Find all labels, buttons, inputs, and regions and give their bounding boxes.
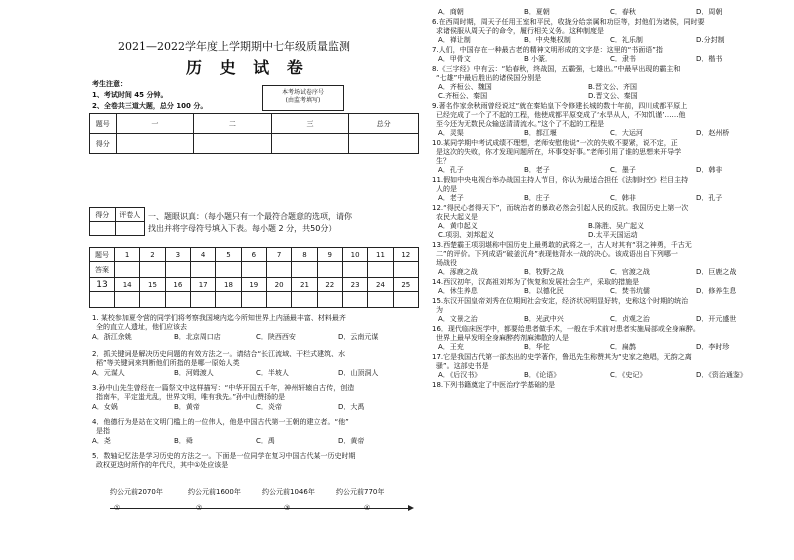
answer-option[interactable]: D．黄帝	[338, 437, 365, 445]
option-row	[432, 83, 782, 92]
timeline-label: 约公元前770年	[336, 488, 385, 496]
question-text: 世界上最早发明全身麻醉药剂麻沸散的人是	[436, 334, 569, 342]
option-row	[432, 222, 782, 231]
score-table	[89, 113, 419, 154]
answer-option[interactable]: A．女娲	[92, 403, 118, 411]
answer-input-cell[interactable]	[317, 262, 342, 278]
option-row	[432, 36, 782, 45]
question-text: 10.某同学期中考试成绩不理想，老师安慰他说“一次的失败不要紧，说不定，正	[432, 139, 678, 147]
answer-input-cell[interactable]	[342, 262, 367, 278]
timeline-label: 约公元前1046年	[262, 488, 315, 496]
answer-option[interactable]: A．休生养息	[438, 287, 478, 295]
answer-grid-number-row-2	[90, 278, 419, 292]
question-number-cell: 5	[216, 248, 241, 262]
question-text: 13.西楚霸王项羽堪称中国历史上最勇敢的武将之一，古人对其有“羽之神勇，千古无	[432, 241, 692, 249]
question-number-cell: 4	[190, 248, 215, 262]
answer-input-cell[interactable]	[90, 292, 115, 308]
question-item	[432, 278, 782, 296]
question-number-cell: 12	[393, 248, 418, 262]
question-number-cell: 22	[317, 278, 342, 292]
answer-option[interactable]: B．黄帝	[174, 403, 200, 411]
answer-option[interactable]: A．尧	[92, 437, 111, 445]
answer-option[interactable]: D．赵州桥	[696, 129, 730, 137]
question-item	[92, 452, 422, 470]
answer-grid-answer-row-2	[90, 292, 419, 308]
question-text: 8.《三字经》中有云：“始春秋，终战国，五霸强，七雄出。”中最早出现的霸主和	[432, 65, 681, 73]
question-text: 二”的评价。下列成语“破釜沉舟”表现他背水一战的决心。该成语出自下列哪一	[436, 250, 678, 258]
answer-option[interactable]: B．华佗	[524, 343, 550, 351]
answer-option[interactable]: A．文景之治	[438, 315, 478, 323]
answer-option[interactable]: A．商朝	[438, 8, 464, 16]
answer-option[interactable]: B．牧野之战	[524, 268, 564, 276]
notice-heading: 考生注意：	[92, 80, 127, 88]
seat-number-box	[262, 85, 344, 111]
question-number-cell: 2	[140, 248, 165, 262]
answer-option[interactable]: C．春秋	[610, 8, 636, 16]
section1-instruction-1: 一、题眼识真：（每小题只有一个最符合题意的选项，请你	[148, 212, 352, 221]
section1-instruction-2: 找出并将字母符号填入下表。每小题 2 分，共50分）	[148, 224, 337, 233]
answer-option[interactable]: C.齐桓公、秦国	[438, 92, 488, 100]
answer-option[interactable]: C．半坡人	[256, 369, 289, 377]
timeline-label: 约公元前2070年	[110, 488, 163, 496]
answer-input-cell[interactable]	[393, 262, 418, 278]
answer-input-cell[interactable]	[292, 292, 317, 308]
question-number-cell: 7	[266, 248, 291, 262]
answer-option[interactable]: A．《后汉书》	[438, 371, 482, 379]
answer-input-cell[interactable]	[368, 262, 393, 278]
answer-option[interactable]: B．北京周口店	[174, 333, 221, 341]
question-item	[432, 46, 782, 64]
question-text: 1. 某校参加夏令营的同学们将考察我国境内迄今所知世界上内涵最丰富、材料最齐	[92, 314, 346, 322]
answer-option[interactable]: C．禹	[256, 437, 275, 445]
answer-input-cell[interactable]	[190, 292, 215, 308]
question-text: 稻”等关键词来判断他们所指的是哪一原始人类	[96, 359, 240, 367]
answer-option[interactable]: A．浙江余姚	[92, 333, 132, 341]
question-item	[432, 297, 782, 324]
question-item	[432, 18, 782, 45]
answer-option[interactable]: C．焚书坑儒	[610, 287, 650, 295]
option-row	[432, 55, 782, 64]
answer-option[interactable]: A．老子	[438, 194, 464, 202]
option-row	[92, 333, 422, 342]
grader-score-cell[interactable]	[90, 222, 116, 236]
answer-option[interactable]: D．开元盛世	[696, 315, 737, 323]
question-text: 是这次的失败，你才发现问题所在，坏事变好事。”老师引用了谁的思想来开导学	[436, 148, 682, 156]
grader-name-cell[interactable]	[115, 222, 144, 236]
question-item	[92, 314, 422, 342]
seat-box-line-2: (由监考填写)	[285, 97, 321, 104]
answer-option[interactable]: B．舜	[174, 437, 193, 445]
answer-option[interactable]: D．山顶洞人	[338, 369, 379, 377]
answer-grid	[89, 247, 419, 308]
question-text: 指南车，平定蚩尤乱，世界文明，唯有我先。”孙中山赞扬的是	[96, 393, 286, 401]
timeline-marker: ③	[284, 504, 291, 512]
answer-option[interactable]: D．《资治通鉴》	[696, 371, 747, 379]
question-number-cell: 24	[368, 278, 393, 292]
question-text: 场战役	[436, 259, 457, 267]
answer-option[interactable]: C．礼乐制	[610, 36, 643, 44]
option-row	[432, 343, 782, 352]
question-text: 农民大起义是	[436, 213, 478, 221]
answer-input-cell[interactable]	[140, 292, 165, 308]
question-text: 7.人们，中国存在一种最古老的精神文明形成的文字是：这里的“书面语”指	[432, 46, 663, 54]
answer-option[interactable]: D.太平天国运动	[588, 231, 638, 239]
exam-subject: 历 史 试 卷	[186, 58, 309, 77]
answer-input-cell[interactable]	[241, 292, 266, 308]
question-item	[432, 381, 782, 390]
question-text: 4．他德行为是站在文明门槛上的一位伟人，他是中国古代第一王朝的建立者。“他”	[92, 418, 349, 426]
answer-input-cell[interactable]	[292, 262, 317, 278]
option-row	[92, 403, 422, 412]
answer-option[interactable]: C．陕西西安	[256, 333, 296, 341]
option-row	[432, 194, 782, 203]
question-number-cell: 21	[292, 278, 317, 292]
timeline-marker: ④	[364, 504, 371, 512]
score-table-score-row	[90, 134, 419, 154]
question-text: 16．现代临床医学中，都要给患者做手术，一般在手术前对患者实施局部或全身麻醉。	[432, 325, 700, 333]
answer-option[interactable]: B．中央集权制	[524, 36, 571, 44]
question-text: 求诸侯服从周天子的命令，履行相关义务。这种制度是	[436, 27, 604, 35]
answer-option[interactable]: B．以德化民	[524, 287, 564, 295]
answer-input-cell[interactable]	[165, 262, 190, 278]
question-text: 11.假如中央电视台举办战国主持人节目，你认为最适合担任《法制时空》栏目主持	[432, 176, 689, 184]
answer-option[interactable]: A．齐桓公、魏国	[438, 83, 492, 91]
answer-input-cell[interactable]	[266, 262, 291, 278]
question-text: 全的直立人遗址，他们应该去	[96, 323, 187, 331]
answer-option[interactable]: D．大禹	[338, 403, 365, 411]
question-number-cell: 8	[292, 248, 317, 262]
question-text: 是指	[96, 427, 110, 435]
option-row	[432, 268, 782, 277]
answer-option[interactable]: C．炎帝	[256, 403, 282, 411]
question-item	[432, 176, 782, 203]
question-text: 政权更迭时所作的年代尺，其中①处应该是	[96, 461, 229, 469]
answer-option[interactable]: D．修养生息	[696, 287, 737, 295]
answer-option[interactable]: B．河姆渡人	[174, 369, 214, 377]
score-cell: 题号	[90, 114, 117, 134]
question-item	[432, 204, 782, 240]
question-text: 3.孙中山先生曾经在一篇祭文中这样描写：“中华开国五千年，神州轩辕自古传，创造	[92, 384, 355, 392]
answer-input-cell[interactable]	[266, 292, 291, 308]
question-number-cell: 1	[115, 248, 140, 262]
question-number-cell: 11	[368, 248, 393, 262]
answer-option[interactable]: A．甲骨文	[438, 55, 471, 63]
answer-option[interactable]: C．《史记》	[610, 371, 647, 379]
answer-option[interactable]: A．涿鹿之战	[438, 268, 478, 276]
timeline-marker: ①	[114, 504, 121, 512]
answer-input-cell[interactable]	[115, 292, 140, 308]
grader-label: 评卷人	[115, 208, 144, 222]
grader-score-label: 得分	[90, 208, 116, 222]
answer-option[interactable]: C．官渡之战	[610, 268, 650, 276]
answer-option[interactable]: D.晋文公、秦国	[588, 92, 638, 100]
question-text: 人的是	[436, 185, 457, 193]
answer-option[interactable]: A．灵渠	[438, 129, 464, 137]
score-input-cell[interactable]	[116, 134, 194, 154]
option-row	[432, 166, 782, 175]
answer-option[interactable]: A．孔子	[438, 166, 464, 174]
score-input-cell[interactable]	[194, 134, 272, 154]
grader-table	[89, 207, 145, 236]
answer-input-cell[interactable]	[140, 262, 165, 278]
question-number-cell: 6	[241, 248, 266, 262]
question-number-cell: 23	[342, 278, 367, 292]
question-number-cell: 19	[241, 278, 266, 292]
question-number-cell: 17	[190, 278, 215, 292]
notice-line-2: 2、全卷共三道大题，总分 100 分。	[92, 102, 208, 110]
answer-option[interactable]: A．禅让制	[438, 36, 471, 44]
answer-option[interactable]: D．孔子	[696, 194, 723, 202]
option-row	[432, 129, 782, 138]
question-text: 9.著名作家余秋雨曾经说过“就在秦始皇下令修建长城的数十年前，四川成都平原上	[432, 102, 688, 110]
question-number-cell: 10	[342, 248, 367, 262]
question-text: 为	[436, 306, 443, 314]
option-row	[432, 371, 782, 380]
answer-option[interactable]: D．云南元谋	[338, 333, 379, 341]
answer-option[interactable]: B．夏朝	[524, 8, 550, 16]
score-cell: 二	[194, 114, 272, 134]
answer-option[interactable]: C．大运河	[610, 129, 643, 137]
question-number-cell: 15	[140, 278, 165, 292]
exam-title: 2021—2022学年度上学期期中七年级质量监测	[118, 40, 350, 53]
question-number-cell: 9	[317, 248, 342, 262]
answer-input-cell[interactable]	[393, 292, 418, 308]
question-text: 骚”。这部史书是	[436, 362, 489, 370]
answer-input-cell[interactable]	[342, 292, 367, 308]
question-text: 6.在西周时期，周天子任用王室和平民，收拢分给亲属和功臣等，封他们为诸侯，同时要	[432, 18, 705, 26]
question-text: 5．数轴记忆法是学习历史的方法之一。下面是一位同学在复习中国古代某一历史时期	[92, 452, 356, 460]
question-text: “七雄”中最后胜出的诸侯国分别是	[436, 74, 542, 82]
question-item	[432, 65, 782, 101]
notice-line-1: 1、考试时间 45 分钟。	[92, 91, 168, 99]
answer-input-cell[interactable]	[317, 292, 342, 308]
question-number-cell: 题号	[90, 248, 115, 262]
timeline-arrow-icon	[408, 505, 414, 511]
answer-option[interactable]: B．光武中兴	[524, 315, 564, 323]
answer-option[interactable]: D．楷书	[696, 55, 723, 63]
score-table-header-row	[90, 114, 419, 134]
question-text: 生？	[436, 157, 450, 165]
answer-option[interactable]: B．庄子	[524, 194, 550, 202]
left-question-list	[92, 314, 422, 470]
answer-grid-answer-row	[90, 262, 419, 278]
score-input-cell[interactable]	[271, 134, 349, 154]
question-item	[432, 139, 782, 175]
answer-option[interactable]: C．韩非	[610, 194, 636, 202]
question-number-cell: 3	[165, 248, 190, 262]
score-cell: 总分	[349, 114, 419, 134]
question-text: 14.西汉初年，汉高祖刘邦为了恢复和发展社会生产，采取的措施是	[432, 278, 640, 286]
answer-grid-number-row	[90, 248, 419, 262]
score-cell: 得分	[90, 134, 117, 154]
answer-option[interactable]: A．元谋人	[92, 369, 125, 377]
question-item	[432, 241, 782, 277]
answer-label-cell: 答案	[90, 262, 115, 278]
question-item	[92, 418, 422, 446]
answer-option[interactable]: A．王充	[438, 343, 464, 351]
answer-input-cell[interactable]	[165, 292, 190, 308]
question-number-cell: 18	[216, 278, 241, 292]
answer-option[interactable]: B．老子	[524, 166, 550, 174]
answer-option[interactable]: D.分封制	[696, 36, 725, 44]
answer-option[interactable]: D．周朝	[696, 8, 723, 16]
answer-option[interactable]: B.陈胜、吴广起义	[588, 222, 645, 230]
question-text: 至今还为无数民众输送清清流水。”这个了不起的工程是	[436, 120, 605, 128]
answer-option[interactable]: B.晋文公、齐国	[588, 83, 638, 91]
question-number-cell: 16	[165, 278, 190, 292]
answer-option[interactable]: D．李时珍	[696, 343, 730, 351]
question-item	[92, 350, 422, 378]
score-cell: 一	[116, 114, 194, 134]
option-row	[432, 287, 782, 296]
question-text: 已经完成了一个了不起的工程，他使成都平原变成了‘水旱从人，不知饥谨’……他	[436, 111, 686, 119]
answer-option[interactable]: A．黄巾起义	[438, 222, 478, 230]
option-row	[92, 437, 422, 446]
option-row	[92, 369, 422, 378]
seat-box-line-1: 本考场试卷序号	[281, 89, 324, 96]
option-row	[432, 8, 782, 17]
question-item	[432, 325, 782, 352]
question-item	[432, 8, 782, 17]
timeline-label: 约公元前1600年	[188, 488, 241, 496]
option-row	[432, 315, 782, 324]
timeline-marker: ②	[196, 504, 203, 512]
option-row	[432, 231, 782, 240]
question-number-cell: 14	[115, 278, 140, 292]
right-question-list	[432, 8, 782, 391]
question-number-cell: 20	[266, 278, 291, 292]
question-item	[92, 384, 422, 412]
score-cell: 三	[271, 114, 349, 134]
answer-input-cell[interactable]	[241, 262, 266, 278]
answer-option[interactable]: B．《论语》	[524, 371, 561, 379]
answer-option[interactable]: C．隶书	[610, 55, 636, 63]
question-item	[432, 353, 782, 380]
answer-input-cell[interactable]	[216, 292, 241, 308]
question-number-cell: 13	[90, 278, 115, 292]
answer-option[interactable]: C．扁鹊	[610, 343, 636, 351]
answer-option[interactable]: B 小篆．	[524, 55, 553, 63]
answer-input-cell[interactable]	[115, 262, 140, 278]
answer-option[interactable]: C．贞观之治	[610, 315, 650, 323]
question-number-cell: 25	[393, 278, 418, 292]
question-text: 17.它是我国古代第一部杰出的史学著作，鲁迅先生称赞其为“史家之绝唱，无韵之离	[432, 353, 692, 361]
answer-option[interactable]: B．都江堰	[524, 129, 557, 137]
answer-input-cell[interactable]	[216, 262, 241, 278]
question-text: 2．抓关键词是解决历史问题的有效方法之一。请结合“长江流域、干栏式建筑、水	[92, 350, 346, 358]
answer-input-cell[interactable]	[368, 292, 393, 308]
answer-input-cell[interactable]	[190, 262, 215, 278]
option-row	[432, 92, 782, 101]
answer-option[interactable]: C.项羽、刘邦起义	[438, 231, 495, 239]
answer-option[interactable]: D．巨鹿之战	[696, 268, 737, 276]
question-item	[432, 102, 782, 138]
score-input-cell[interactable]	[349, 134, 419, 154]
question-text: 15.东汉开国皇帝刘秀在位期间社会安定，经济状况明显好转，史称这个时期的统治	[432, 297, 689, 305]
question-text: 18.下列书籍奠定了中医治疗学基础的是	[432, 381, 556, 389]
answer-option[interactable]: C．墨子	[610, 166, 636, 174]
question-text: 12.“得民心者得天下”，而统治者的暴政必然会引起人民的反抗。我国历史上第一次	[432, 204, 689, 212]
timeline	[110, 488, 420, 518]
answer-option[interactable]: D．韩非	[696, 166, 723, 174]
